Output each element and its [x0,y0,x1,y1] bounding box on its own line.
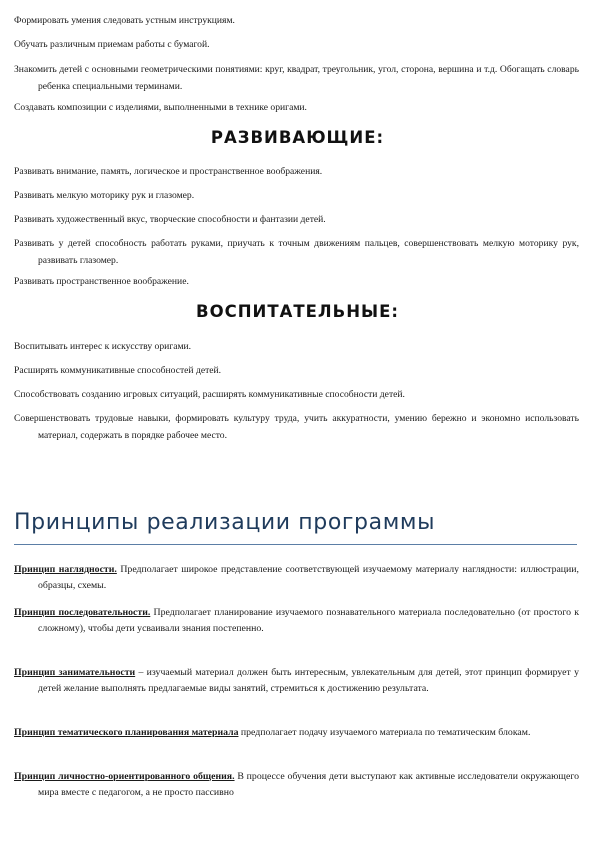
list-item: Создавать композиции с изделиями, выполненными в технике оригами. [14,102,307,113]
list-item: Способствовать созданию игровых ситуаций, расширять коммуникативные способности детей. [14,389,405,400]
principle-item [14,562,579,594]
principle-name: Принцип занимательности [14,667,136,678]
principle-text: Предполагает планирование изучаемого познавательного материала последовательно (от простого к сложному), чтобы дети усваивали знания постепенно. [38,607,579,634]
list-item: Совершенствовать трудовые навыки, формировать культуру труда, учить аккуратности, умению бережно и экономно использовать материал, содержать в порядке рабочее место. [14,413,579,441]
principle-text: – изучаемый материал должен быть интересным, увлекательным для детей, этот принцип формирует у детей желание выполнять предлагаемые виды занятий, стремиться к достижению результата. [38,667,579,694]
list-item: Воспитывать интерес к искусству оригами. [14,341,192,352]
list-item: Развивать у детей способность работать руками, приучать к точным движениям пальцев, совершенствовать мелкую моторику рук, развивать глазомер. [14,238,579,266]
principle-name: Принцип тематического планирования материала [14,727,239,738]
list-item: Развивать пространственное воображение. [14,276,189,287]
principle-item [14,605,579,637]
section-title: Принципы реализации программы [14,510,436,535]
list-item: Расширять коммуникативные способностей детей. [14,365,222,376]
principle-name: Принцип последовательности. [14,607,151,618]
list-item: Развивать внимание, память, логическое и пространственное воображения. [14,166,323,177]
list-item: Обучать различным приемам работы с бумагой. [14,39,210,50]
principle-text: предполагает подачу изучаемого материала по тематическим блокам. [238,727,531,738]
list-item: Развивать мелкую моторику рук и глазомер. [14,190,195,201]
heading-educational: ВОСПИТАТЕЛЬНЫЕ: [196,302,399,321]
principle-item [14,769,579,801]
principle-text: Предполагает широкое представление соответствующей изучаемому материалу наглядности: иллюстрации, образцы, схемы. [38,564,579,591]
list-item: Знакомить детей с основными геометрическими понятиями: круг, квадрат, треугольник, угол, сторона, вершина и т.д. Обогащать словарь ребенка специальными терминами. [14,64,579,92]
principle-name: Принцип наглядности. [14,564,117,575]
principle-text: В процессе обучения дети выступают как активные исследователи окружающего мира вместе с педагогом, а не просто пассивно [38,771,579,798]
principle-item [14,665,579,697]
principle-name: Принцип личностно-ориентированного общения. [14,771,235,782]
heading-developing: РАЗВИВАЮЩИЕ: [210,128,385,147]
principle-item [14,725,579,741]
title-underline [14,544,577,545]
list-item: Развивать художественный вкус, творческие способности и фантазии детей. [14,214,326,225]
list-item: Формировать умения следовать устным инструкциям. [14,15,235,26]
